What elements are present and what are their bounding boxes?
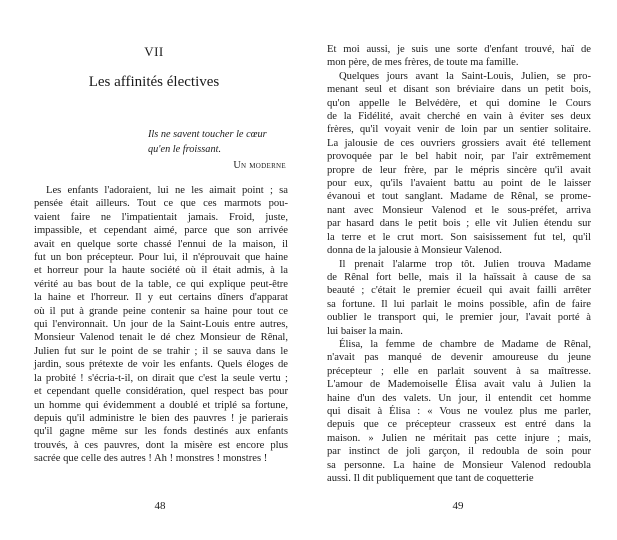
text-line: Élisa, la femme de chambre de Madame de Rênal, bbox=[339, 338, 591, 350]
text-line: nant avec Monsieur Valenod et le sous-préfet, arriva bbox=[327, 204, 591, 216]
text-line: haine d'un des valets. Un jour, il entendit cet homme bbox=[327, 392, 591, 404]
text-line: Quelques jours avant la Saint-Louis, Julien, se pro- bbox=[339, 70, 591, 82]
right-page-body bbox=[327, 43, 591, 485]
text-line: la haine et l'horreur. Il y eut certains dîners d'apparat bbox=[34, 292, 288, 304]
text-line: menant seul et disant son bréviaire dans un petit bois, bbox=[327, 84, 591, 96]
text-line: sa personne. La haine de Monsieur Valenod redoubla bbox=[327, 459, 591, 471]
right-page bbox=[309, 0, 617, 540]
text-line: n'avait pas manqué de devenir amoureuse du jeune bbox=[327, 352, 591, 364]
page-number: 48 bbox=[154, 500, 166, 512]
text-line: avait en quelque sorte chassé l'ennui de la maison, il bbox=[34, 238, 288, 250]
text-line: de Rênal fort belle, mais il la haïssait à cause de sa bbox=[327, 271, 591, 283]
text-line: Et moi aussi, je suis une sorte d'enfant trouvé, haï de bbox=[327, 44, 591, 55]
text-line: la probité ! s'écria-t-il, on dirait que c'est la seule vertu ; bbox=[34, 372, 288, 384]
text-line: depuis que ce précepteur crasseux est entré dans la bbox=[327, 419, 591, 431]
text-line: frères, qu'il voyait venir de loin par un sentier solitaire. bbox=[327, 124, 591, 136]
text-line: précepteur ; elle en parlait souvent à sa maîtresse. bbox=[327, 365, 591, 377]
text-line: depuis qu'il administre le bien des pauvres ! je parierais bbox=[34, 412, 288, 424]
epigraph-source: Un moderne bbox=[233, 160, 286, 171]
text-line: qu'on appelle le Belvédère, et qui domine le Cours bbox=[327, 97, 591, 109]
text-line: maison. » Julien ne méritait pas cette injure ; mais, bbox=[327, 432, 591, 444]
text-line: qui l'environnait. Un jour de la Saint-Louis entre autres, bbox=[34, 319, 288, 331]
text-line: par hasard dans le petit bois ; elle vit Julien étendu sur bbox=[327, 218, 591, 230]
text-line: et cependant quelle considération, quel respect bas pour bbox=[34, 386, 288, 398]
text-line: donna de la jalousie à Monsieur Valenod. bbox=[327, 245, 502, 257]
text-line: jardin, sous prétexte de voir les enfants. Quels éloges de bbox=[34, 359, 288, 371]
text-line: beauté ; c'était le premier écueil qui avait failli arrêter bbox=[327, 285, 591, 297]
text-line: évanoui et tout sanglant. Madame de Rênal, se prome- bbox=[327, 191, 591, 203]
text-line: oublier le transport qui, le premier jour, l'avait porté à bbox=[327, 312, 591, 324]
text-line: aussi. Il dit publiquement que tant de coquetterie bbox=[327, 473, 534, 484]
text-line: pour eux, qu'ils l'avaient battu au point de le laisser bbox=[327, 178, 591, 190]
text-line: provoquée par le bel habit noir, par l'air extrêmement bbox=[327, 151, 591, 163]
text-line: sacrée que celle des autres ! Ah ! monstres ! monstres ! bbox=[34, 453, 268, 465]
text-line: la terre et le crut mort. Son saisissement fut tel, qu'il bbox=[327, 231, 591, 243]
text-line: qui disait à Élisa : « Vous ne voulez plus me parler, bbox=[327, 405, 591, 417]
chapter-title: Les affinités électives bbox=[88, 74, 220, 90]
text-line: et horreur pour la haute société où il était admis, à la bbox=[34, 265, 288, 277]
text-line: vérité au bas bout de la table, ce qui explique peut-être bbox=[34, 278, 288, 290]
text-line: un homme qui évidemment a doublé et triplé sa fortune, bbox=[34, 399, 288, 411]
text-line: Julien fut sur le point de se trahir ; il se sauva dans le bbox=[34, 345, 288, 357]
text-line: impassible, et cependant aimé, parce que son arrivée bbox=[34, 225, 288, 237]
text-line: vaient faire ne l'impatientait jamais. Froid, juste, bbox=[34, 211, 288, 223]
epigraph: Ils ne savent toucher le cœur qu'en le froissant. bbox=[148, 129, 267, 155]
text-line: lui baiser la main. bbox=[327, 325, 403, 337]
text-line: Il prenait l'alarme trop tôt. Julien trouva Madame bbox=[339, 258, 591, 270]
text-line: trouvés, à ces pauvres, dont la misère est encore plus bbox=[34, 439, 288, 451]
text-line: Monsieur Valenod tenait le dé chez Monsieur de Rênal, bbox=[34, 332, 288, 344]
page-number: 49 bbox=[452, 500, 464, 512]
text-line: sa fortune. Il lui parlait le moins possible, afin de faire bbox=[327, 298, 591, 310]
text-line: fut un bon précepteur. Pour lui, il n'éprouvait que haine bbox=[34, 252, 288, 264]
text-line: propre de leur frère, par le mépris sincère qu'il avait bbox=[327, 164, 591, 176]
chapter-number: VII bbox=[144, 44, 164, 59]
left-page bbox=[0, 0, 308, 540]
text-line: mon père, de mes frères, de toute ma famille. bbox=[327, 57, 519, 69]
text-line: Les enfants l'adoraient, lui ne les aimait point ; sa bbox=[46, 185, 288, 196]
text-line: de la Fidélité, avait cherché en vain à éviter ses deux bbox=[327, 111, 591, 123]
text-line: qu'il gagne même sur les fonds destinés aux enfants bbox=[34, 426, 288, 438]
text-line: où il put à grande peine contenir sa haine pour tout ce bbox=[34, 305, 288, 317]
text-line: par instinct de joli garçon, il redoubla de soin pour bbox=[327, 446, 591, 458]
text-line: L'amour de Mademoiselle Élisa avait valu à Julien la bbox=[327, 379, 591, 391]
text-line: pensée était ailleurs. Tout ce que ces marmots pou- bbox=[34, 198, 288, 210]
text-line: La jalousie de ces ouvriers grossiers avait été tellement bbox=[327, 137, 591, 149]
left-page-body bbox=[34, 184, 288, 466]
